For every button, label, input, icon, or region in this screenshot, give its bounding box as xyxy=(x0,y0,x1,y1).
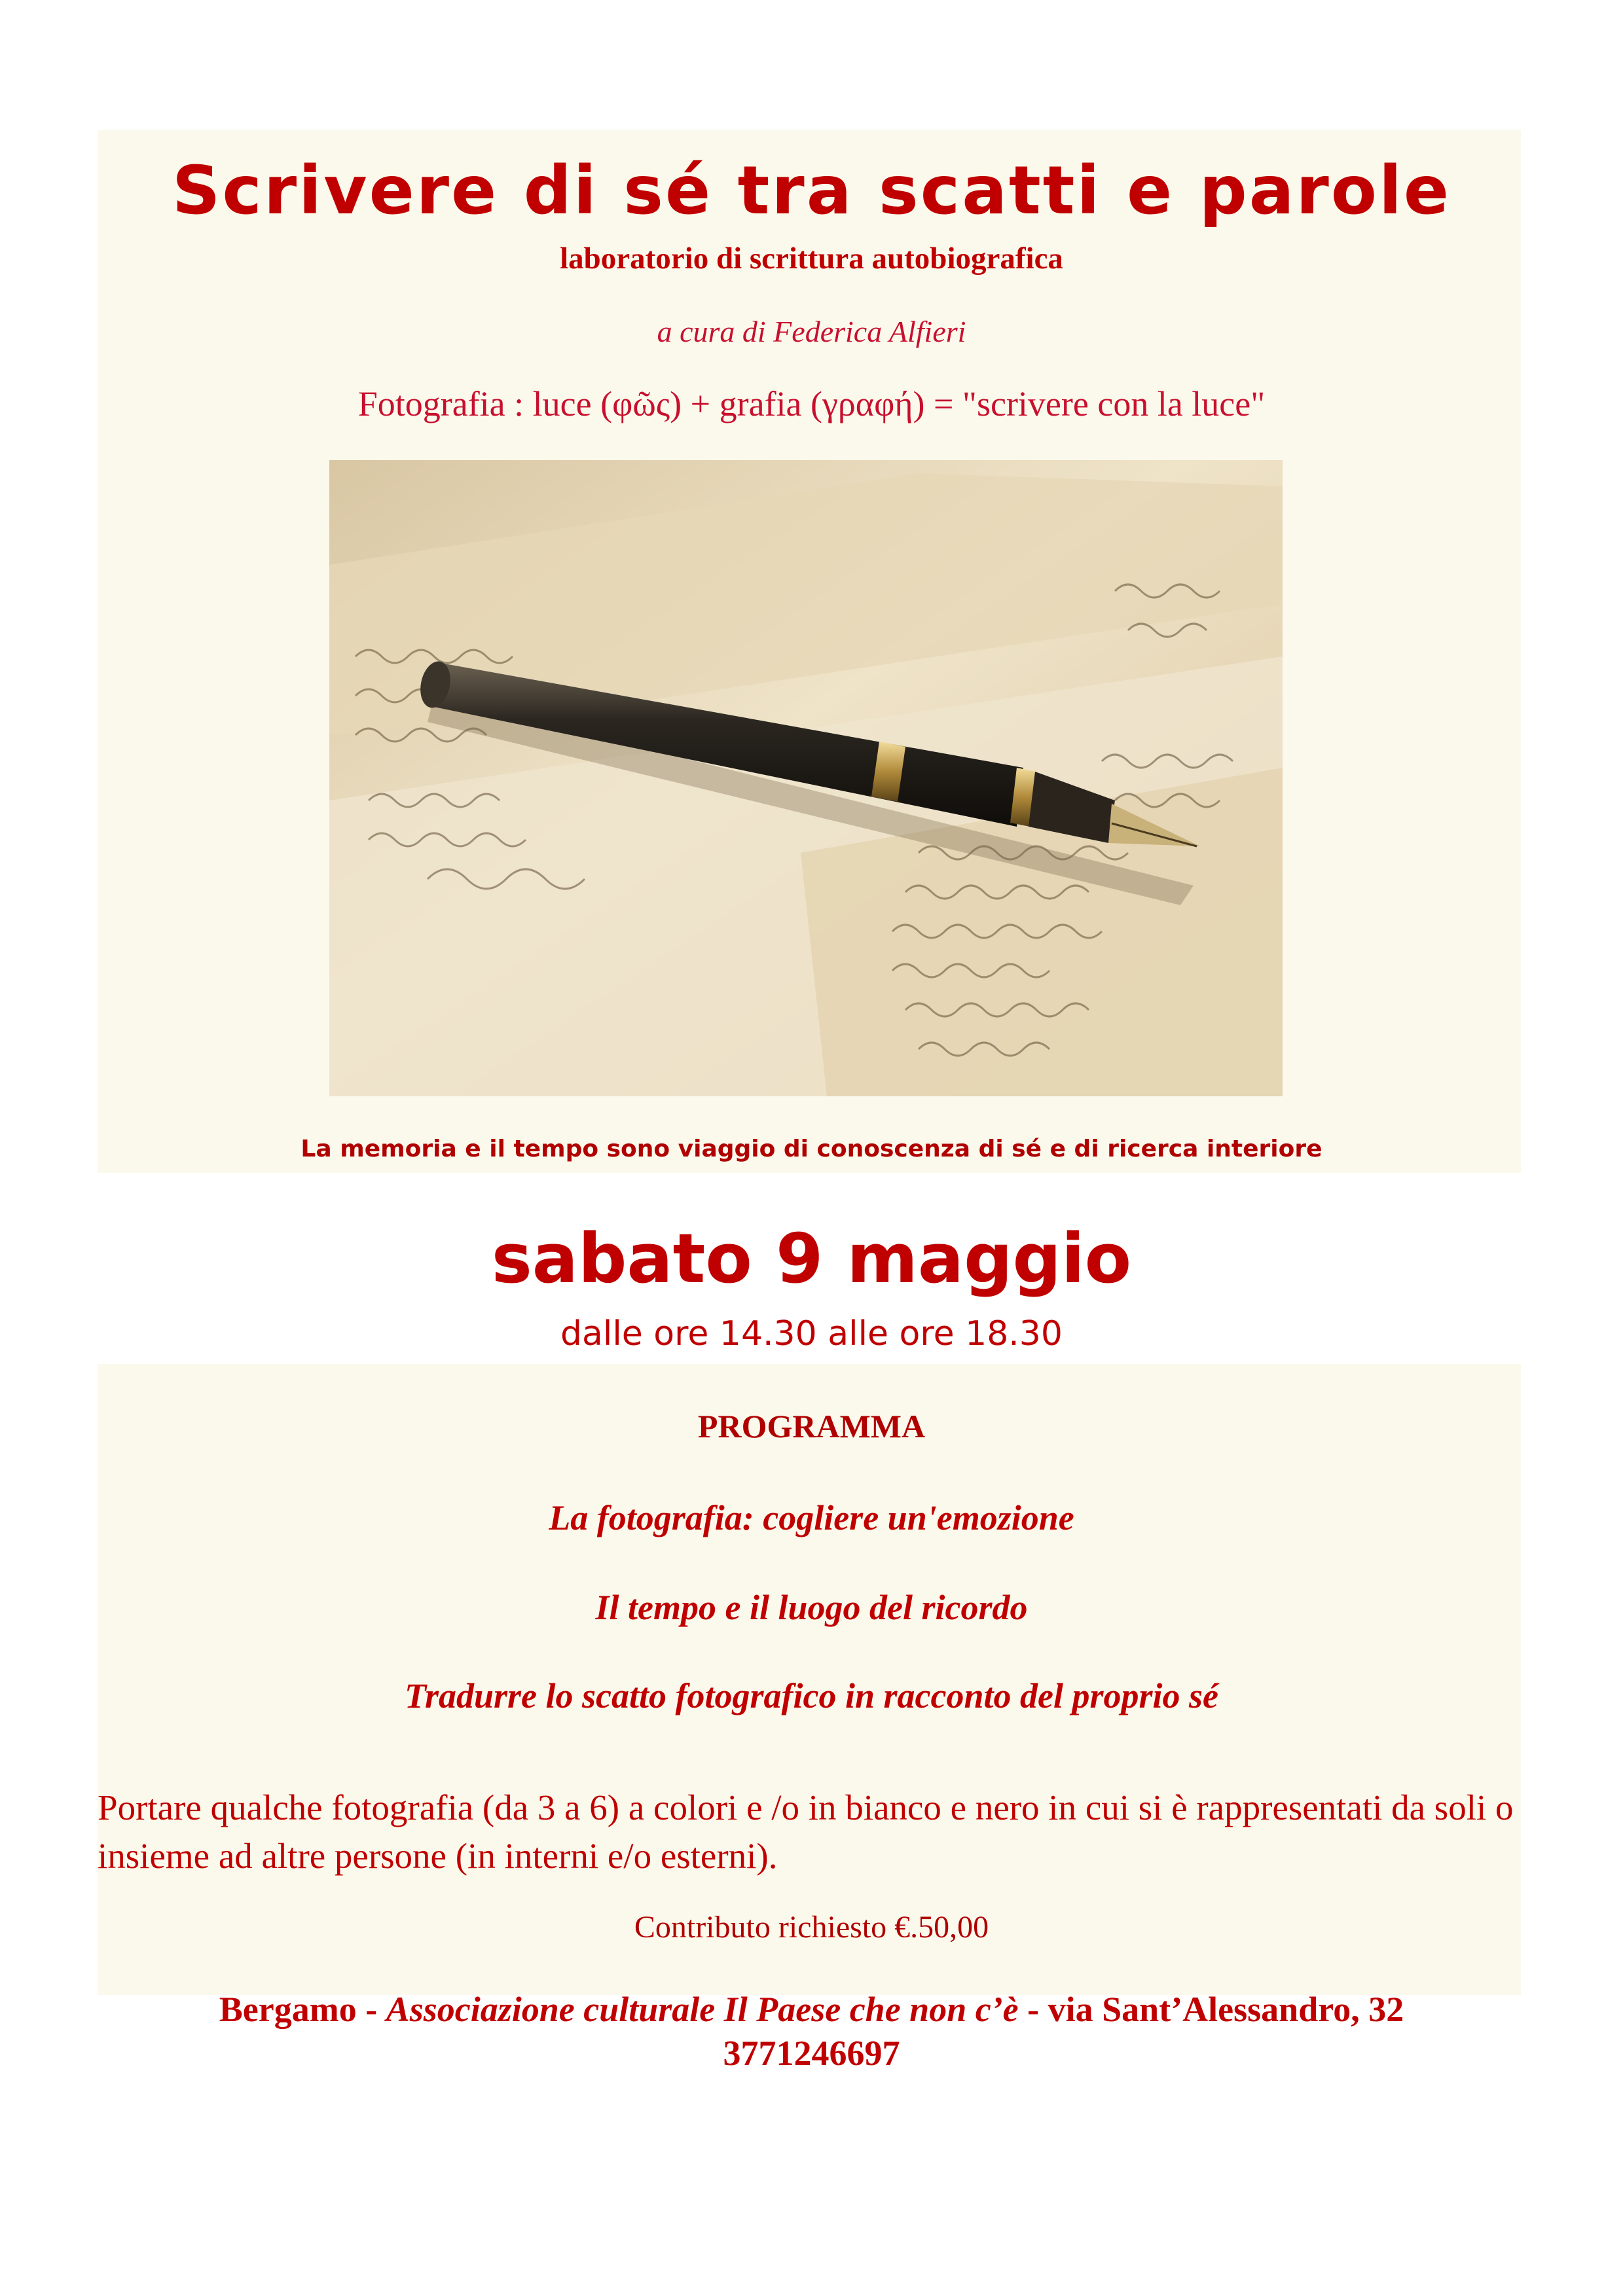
program-item: La fotografia: cogliere un'emozione xyxy=(549,1498,1074,1537)
page-subtitle: laboratorio di scrittura autobiografica xyxy=(560,242,1063,276)
fountain-pen-on-manuscript-image xyxy=(329,460,1283,1096)
venue-city: Bergamo - xyxy=(219,1990,386,2029)
venue-association: Associazione culturale Il Paese che non c’è xyxy=(386,1990,1019,2029)
event-time: dalle ore 14.30 alle ore 18.30 xyxy=(560,1314,1063,1354)
venue-line xyxy=(0,1989,1623,2030)
page-title: Scrivere di sé tra scatti e parole xyxy=(172,152,1451,230)
phone-number: 3771246697 xyxy=(723,2034,900,2073)
venue-address: - via Sant’Alessandro, 32 xyxy=(1018,1990,1404,2029)
memory-tagline: La memoria e il tempo sono viaggio di conoscenza di sé e di ricerca interiore xyxy=(301,1136,1322,1162)
curator-line: a cura di Federica Alfieri xyxy=(657,315,966,348)
program-item: Il tempo e il luogo del ricordo xyxy=(595,1588,1028,1627)
instructions-text: Portare qualche fotografia (da 3 a 6) a colori e /o in bianco e nero in cui si è rappresentati da soli o insieme ad altre persone (in interni e/o esterni). xyxy=(98,1787,1514,1876)
program-title: PROGRAMMA xyxy=(697,1408,926,1444)
event-date: sabato 9 maggio xyxy=(491,1219,1132,1299)
contribution-fee: Contributo richiesto €.50,00 xyxy=(634,1910,989,1945)
etymology-line: Fotografia : luce (φῶς) + grafia (γραφή) = "scrivere con la luce" xyxy=(357,384,1266,423)
program-item: Tradurre lo scatto fotografico in racconto del proprio sé xyxy=(405,1676,1218,1715)
